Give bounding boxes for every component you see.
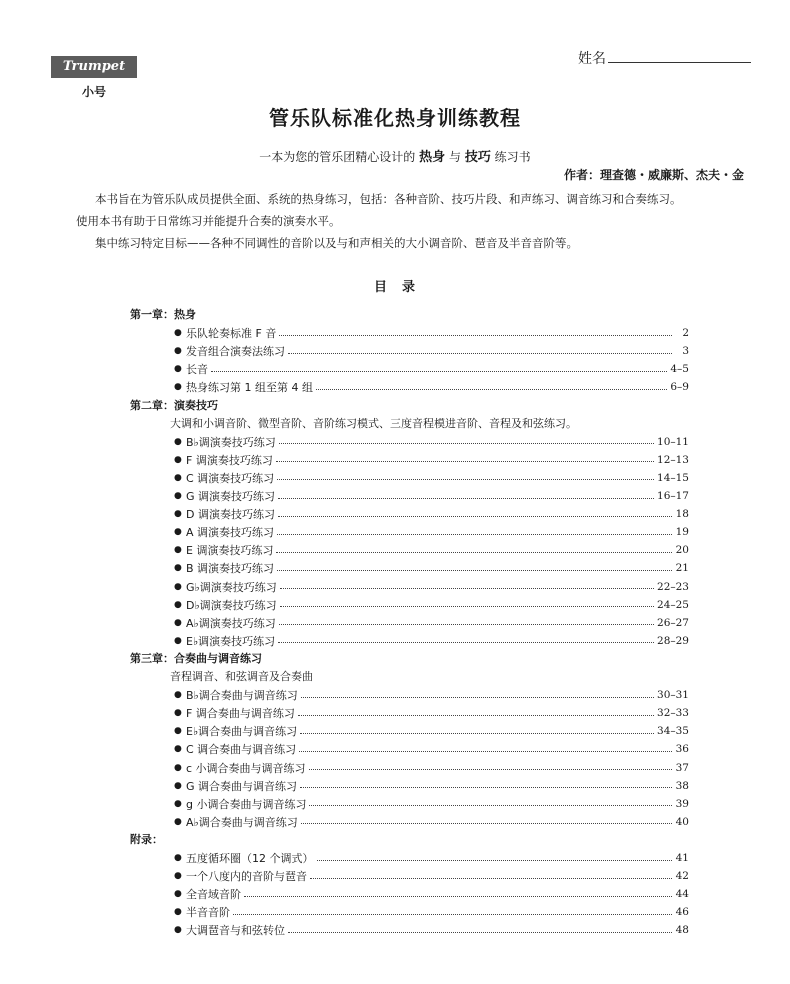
- dot-leader: [310, 878, 672, 879]
- toc-entry-label: E 调演奏技巧练习: [186, 544, 274, 558]
- toc-entry[interactable]: [174, 360, 689, 378]
- instrument-badge: Trumpet: [51, 56, 137, 78]
- bullet-icon: ●: [174, 346, 182, 357]
- toc-title: 目 录: [373, 280, 416, 295]
- subtitle-pre: 一本为您的管乐团精心设计的: [259, 150, 416, 164]
- toc-entry-label: C 调合奏曲与调音练习: [186, 743, 297, 757]
- chapter-heading: 第一章：热身: [130, 308, 196, 321]
- bullet-icon: ●: [174, 798, 182, 809]
- dot-leader: [300, 787, 672, 788]
- toc-entry-label: 一个八度内的音阶与琶音: [186, 870, 307, 884]
- toc-entry[interactable]: [174, 759, 689, 777]
- toc-entry-label: A♭调演奏技巧练习: [186, 616, 276, 630]
- toc-entry-page: 44: [675, 888, 689, 901]
- toc-entry-page: 3: [682, 345, 689, 358]
- toc-entry-page: 14–15: [657, 471, 689, 484]
- toc-entry[interactable]: [174, 777, 689, 795]
- toc-entry[interactable]: [174, 596, 689, 614]
- toc-entry[interactable]: [174, 541, 689, 559]
- toc-entry[interactable]: [174, 686, 689, 704]
- bullet-icon: ●: [174, 853, 182, 863]
- dot-leader: [309, 769, 672, 770]
- bullet-icon: ●: [174, 708, 182, 719]
- chapter-heading: 附录：: [130, 832, 163, 846]
- name-blank-line: [608, 62, 751, 63]
- dot-leader: [288, 932, 672, 933]
- toc-entry-label: E♭调演奏技巧练习: [186, 634, 276, 648]
- toc-entry-page: 12–13: [657, 453, 689, 466]
- toc-entry-label: G 调合奏曲与调音练习: [186, 779, 298, 793]
- toc-entry-page: 2: [682, 327, 689, 340]
- dot-leader: [279, 335, 672, 336]
- toc-entry[interactable]: [174, 795, 689, 813]
- toc-entry[interactable]: [174, 740, 689, 758]
- dot-leader: [317, 860, 673, 861]
- toc-entry-label: G♭调演奏技巧练习: [186, 580, 277, 594]
- dot-leader: [278, 516, 672, 517]
- toc-entry-page: 48: [675, 924, 689, 937]
- bullet-icon: ●: [174, 545, 182, 556]
- toc-entry[interactable]: [174, 813, 689, 831]
- dot-leader: [277, 570, 672, 571]
- toc-entry[interactable]: [174, 378, 689, 396]
- toc-entry-page: 4–5: [670, 363, 689, 376]
- toc-entry[interactable]: [174, 704, 689, 722]
- toc-entry-label: A♭调合奏曲与调音练习: [186, 815, 298, 829]
- toc-entry-label: E♭调合奏曲与调音练习: [186, 725, 298, 739]
- dot-leader: [298, 715, 654, 716]
- toc-entry-label: 长音: [186, 363, 208, 377]
- toc-entry-page: 38: [675, 779, 689, 792]
- dot-leader: [277, 479, 654, 480]
- intro-paragraph-2: 使用本书有助于日常练习并能提升合奏的演奏水平。: [76, 214, 341, 228]
- dot-leader: [276, 552, 672, 553]
- toc-entry[interactable]: [174, 342, 689, 360]
- bullet-icon: ●: [174, 364, 182, 375]
- bullet-icon: ●: [174, 744, 182, 755]
- author-line: 作者：理查德・威廉斯、杰夫・金: [563, 168, 744, 182]
- dot-leader: [233, 914, 672, 915]
- subtitle: [0, 146, 790, 165]
- toc-entry-page: 22–23: [657, 580, 689, 593]
- toc-entry[interactable]: [174, 632, 689, 650]
- toc-entry-page: 37: [675, 761, 689, 774]
- dot-leader: [278, 498, 654, 499]
- toc-entry-label: B 调演奏技巧练习: [186, 562, 275, 576]
- toc-entry-page: 34–35: [657, 725, 689, 738]
- bullet-icon: ●: [174, 491, 182, 501]
- toc-entry-page: 19: [675, 526, 689, 539]
- bullet-icon: ●: [174, 581, 182, 592]
- toc-entry-page: 40: [675, 815, 689, 828]
- toc-entry-page: 6–9: [670, 381, 689, 394]
- dot-leader: [277, 534, 672, 535]
- intro-paragraph-3: 集中练习特定目标——各种不同调性的音阶以及与和声相关的大小调音阶、琶音及半音音阶等。: [95, 236, 578, 250]
- toc-entry-label: A 调演奏技巧练习: [186, 526, 275, 540]
- toc-entry-page: 30–31: [657, 689, 689, 702]
- toc-entry-page: 39: [675, 797, 689, 810]
- toc-entry-label: 乐队轮奏标准 F 音: [186, 327, 277, 341]
- toc-entry-page: 32–33: [657, 707, 689, 720]
- bullet-icon: ●: [174, 780, 182, 791]
- dot-leader: [211, 371, 667, 372]
- bullet-icon: ●: [174, 762, 182, 773]
- bullet-icon: ●: [174, 563, 182, 574]
- toc-entry[interactable]: [174, 559, 689, 577]
- toc-entry-label: G 调演奏技巧练习: [186, 490, 276, 503]
- subtitle-keyword-warmup: 热身: [419, 150, 446, 165]
- dot-leader: [288, 353, 672, 354]
- chapter-description: 大调和小调音阶、微型音阶、音阶练习模式、三度音程模进音阶、音程及和弦练习。: [170, 416, 577, 430]
- toc-entry-page: 21: [675, 562, 689, 575]
- bullet-icon: ●: [174, 907, 182, 918]
- toc-entry-page: 26–27: [657, 616, 689, 629]
- toc-entry-label: D♭调演奏技巧练习: [186, 598, 277, 612]
- chapter-heading: 第三章：合奏曲与调音练习: [130, 651, 262, 665]
- toc-entry[interactable]: [174, 722, 689, 740]
- instrument-name: 小号: [82, 85, 107, 99]
- bullet-icon: ●: [174, 328, 182, 339]
- toc-entry-label: g 小调合奏曲与调音练习: [186, 797, 307, 811]
- toc-entry-label: C 调演奏技巧练习: [186, 471, 275, 485]
- toc-entry[interactable]: [174, 903, 689, 921]
- toc-entry[interactable]: [174, 614, 689, 632]
- toc-entry-page: 46: [675, 906, 689, 919]
- subtitle-post: 练习书: [494, 150, 531, 164]
- dot-leader: [244, 896, 672, 897]
- bullet-icon: ●: [174, 925, 182, 936]
- toc-entry[interactable]: [174, 523, 689, 541]
- toc-entry-label: 全音域音阶: [186, 888, 241, 902]
- subtitle-keyword-technique: 技巧: [464, 150, 491, 165]
- dot-leader: [299, 751, 672, 752]
- toc-entry-label: B♭调合奏曲与调音练习: [186, 689, 298, 703]
- dot-leader: [280, 588, 654, 589]
- page-title: 管乐队标准化热身训练教程: [269, 106, 521, 130]
- intro-paragraph-1: 本书旨在为管乐队成员提供全面、系统的热身练习，包括：各种音阶、技巧片段、和声练习、调音练习和合奏练习。: [95, 192, 682, 206]
- dot-leader: [279, 624, 654, 625]
- toc-entry[interactable]: [174, 324, 689, 342]
- toc-entry-page: 28–29: [657, 634, 689, 647]
- toc-entry-page: 10–11: [657, 435, 689, 448]
- toc-entry-label: F 调演奏技巧练习: [186, 453, 273, 467]
- toc-entry[interactable]: [174, 505, 689, 523]
- bullet-icon: ●: [174, 816, 182, 827]
- dot-leader: [279, 443, 654, 444]
- dot-leader: [276, 461, 654, 462]
- toc-entry[interactable]: [174, 433, 689, 451]
- toc-entry-label: 发音组合演奏法练习: [186, 345, 285, 359]
- bullet-icon: ●: [174, 472, 182, 483]
- toc-entry[interactable]: [174, 849, 689, 867]
- dot-leader: [280, 606, 654, 607]
- toc-entry-label: 大调琶音与和弦转位: [186, 924, 285, 938]
- toc-entry-page: 41: [675, 852, 689, 864]
- bullet-icon: ●: [174, 726, 182, 737]
- bullet-icon: ●: [174, 436, 182, 447]
- chapter-heading: 第二章：演奏技巧: [130, 398, 218, 412]
- bullet-icon: ●: [174, 599, 182, 610]
- toc-entry-label: c 小调合奏曲与调音练习: [186, 761, 306, 775]
- toc-entry[interactable]: [174, 867, 689, 885]
- bullet-icon: ●: [174, 527, 182, 538]
- toc-entry[interactable]: [174, 921, 689, 939]
- toc-entry-page: 18: [675, 508, 689, 521]
- bullet-icon: ●: [174, 509, 182, 520]
- toc-entry-label: 半音音阶: [186, 906, 230, 920]
- toc-entry[interactable]: [174, 578, 689, 596]
- bullet-icon: ●: [174, 690, 182, 701]
- bullet-icon: ●: [174, 382, 182, 393]
- toc-entry-label: 热身练习第 1 组至第 4 组: [186, 381, 313, 395]
- toc-entry[interactable]: [174, 885, 689, 903]
- toc-entry[interactable]: [174, 469, 689, 487]
- toc-entry-page: 42: [675, 870, 689, 883]
- bullet-icon: ●: [174, 889, 182, 900]
- dot-leader: [301, 697, 654, 698]
- toc-entry-page: 16–17: [657, 490, 689, 502]
- toc-entry-page: 20: [675, 544, 689, 557]
- chapter-description: 音程调音、和弦调音及合奏曲: [170, 670, 313, 683]
- bullet-icon: ●: [174, 635, 182, 646]
- dot-leader: [316, 389, 667, 390]
- dot-leader: [309, 805, 672, 806]
- toc-entry-label: F 调合奏曲与调音练习: [186, 707, 295, 721]
- name-label: 姓名: [578, 51, 606, 67]
- dot-leader: [278, 642, 654, 643]
- toc-entry-label: D 调演奏技巧练习: [186, 508, 275, 522]
- subtitle-mid: 与: [448, 150, 461, 164]
- bullet-icon: ●: [174, 871, 182, 882]
- toc-entry[interactable]: [174, 451, 689, 469]
- toc-entry-page: 36: [675, 743, 689, 756]
- bullet-icon: ●: [174, 454, 182, 465]
- toc-entry-page: 24–25: [657, 598, 689, 611]
- toc-entry-label: 五度循环圈（12 个调式）: [186, 852, 314, 865]
- dot-leader: [301, 823, 672, 824]
- toc-entry-label: B♭调演奏技巧练习: [186, 435, 276, 449]
- bullet-icon: ●: [174, 617, 182, 628]
- dot-leader: [300, 733, 654, 734]
- toc-entry[interactable]: [174, 487, 689, 505]
